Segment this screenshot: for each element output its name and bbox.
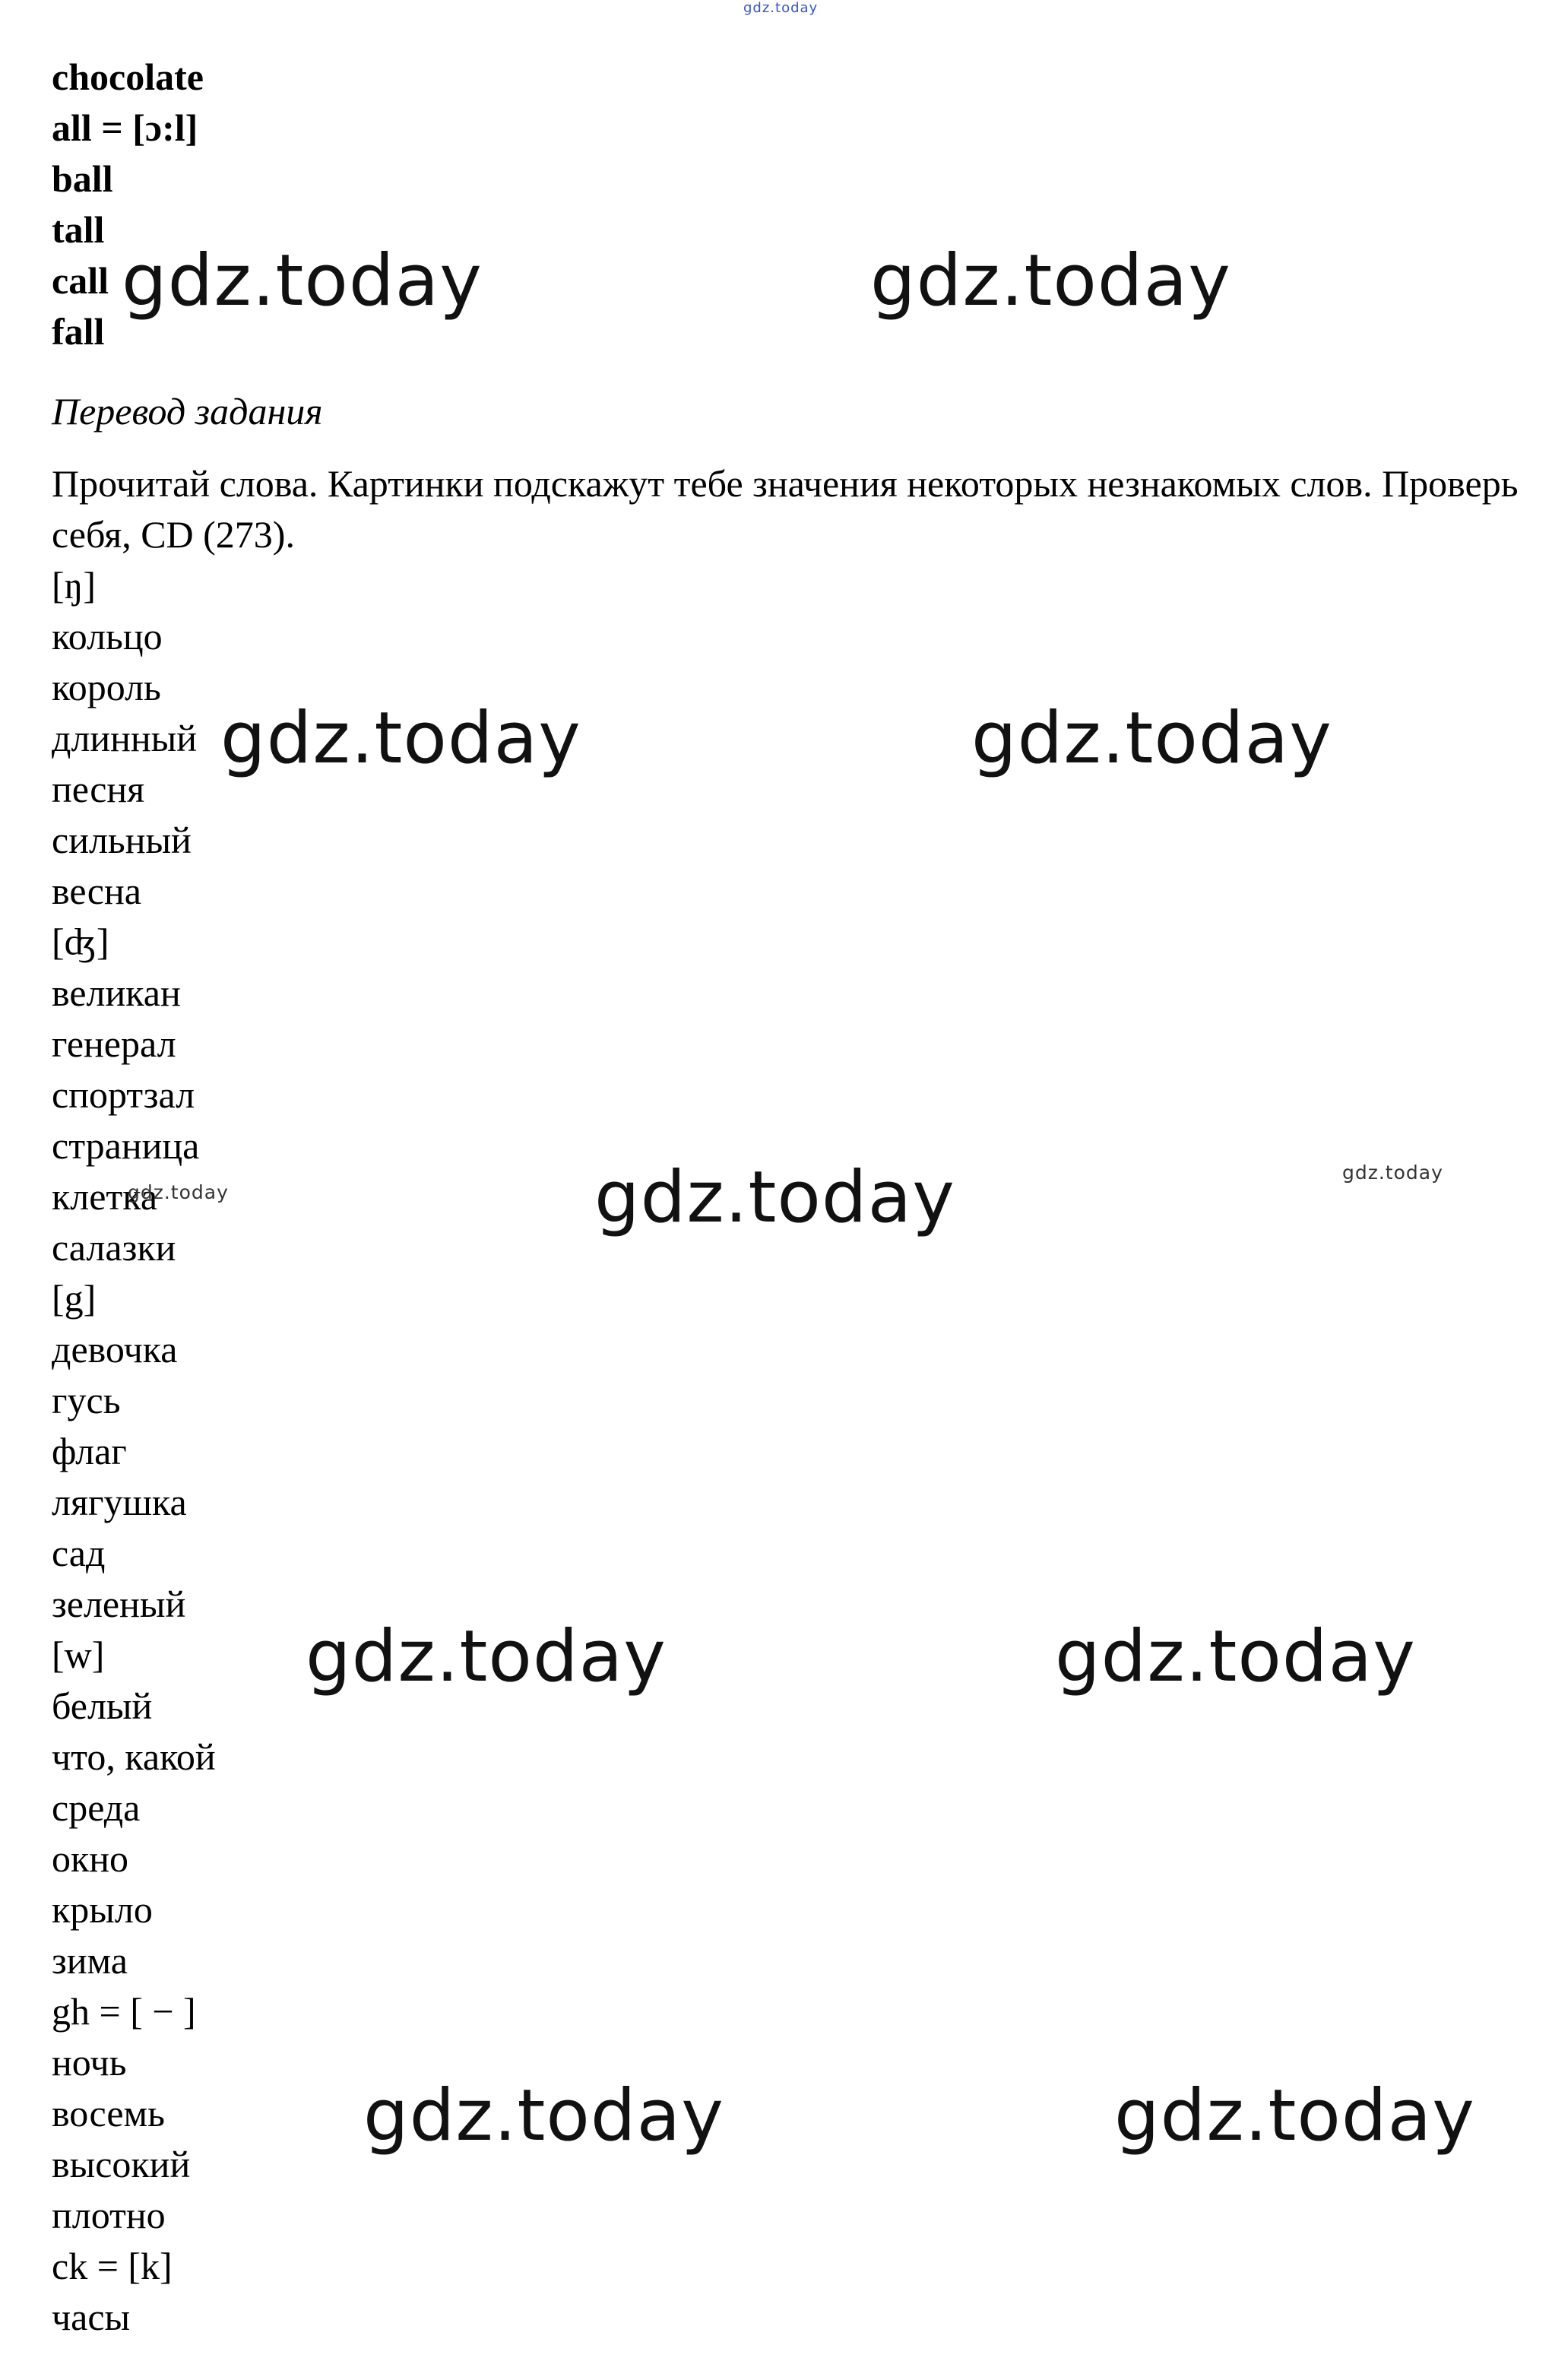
word-ball: ball [52, 157, 113, 200]
list-item: высокий [52, 2143, 191, 2185]
list-item: девочка [52, 1328, 178, 1371]
list-item: длинный [52, 717, 198, 759]
watermark: gdz.today [971, 697, 1332, 780]
instruction-text: Прочитай слова. Картинки подскажут тебе значения некоторых незнакомых слов. Проверь себя, CD (273). [52, 462, 1519, 556]
watermark-small: gdz.today [128, 1181, 229, 1203]
list-item: [ʤ] [52, 921, 109, 963]
list-item: сад [52, 1532, 106, 1574]
list-item: генерал [52, 1022, 176, 1065]
watermark: gdz.today [1114, 2074, 1475, 2157]
watermark-small: gdz.today [1342, 1161, 1443, 1184]
list-item: флаг [52, 1430, 127, 1472]
word-call: call [52, 259, 109, 302]
watermark-top: gdz.today [743, 0, 819, 16]
list-item: сильный [52, 819, 192, 861]
watermark: gdz.today [306, 1615, 667, 1698]
list-item: часы [52, 2296, 131, 2338]
list-item: кольцо [52, 615, 163, 658]
list-item: окно [52, 1837, 129, 1880]
list-item: [g] [52, 1277, 97, 1320]
list-item: гусь [52, 1379, 121, 1421]
word-fall: fall [52, 310, 105, 353]
list-item: клетка [52, 1175, 158, 1218]
list-item: зима [52, 1939, 128, 1982]
list-item: среда [52, 1786, 141, 1829]
watermark: gdz.today [594, 1156, 955, 1239]
list-item: песня [52, 768, 145, 810]
word-chocolate: chocolate [52, 55, 204, 98]
watermark: gdz.today [122, 239, 483, 322]
list-item: ck = [k] [52, 2245, 173, 2287]
list-item: белый [52, 1684, 153, 1727]
watermark: gdz.today [870, 239, 1231, 322]
list-item: зеленый [52, 1583, 186, 1625]
watermark: gdz.today [363, 2074, 724, 2157]
list-item: что, какой [52, 1735, 216, 1778]
list-item: великан [52, 971, 181, 1014]
word-tall: tall [52, 208, 105, 251]
list-item: салазки [52, 1226, 176, 1269]
list-item: восемь [52, 2092, 165, 2134]
translation-heading: Перевод задания [52, 390, 323, 433]
list-item: весна [52, 870, 141, 912]
watermark: gdz.today [1055, 1615, 1416, 1698]
watermark: gdz.today [220, 697, 581, 780]
list-item: ночь [52, 2041, 127, 2084]
word-all: all = [ɔ:l] [52, 106, 198, 149]
list-item: [w] [52, 1634, 105, 1676]
list-item: плотно [52, 2194, 166, 2236]
list-item: [ŋ] [52, 564, 97, 607]
list-item: gh = [ − ] [52, 1990, 196, 2033]
list-item: лягушка [52, 1481, 187, 1523]
list-item: спортзал [52, 1073, 195, 1116]
list-item: крыло [52, 1888, 153, 1931]
list-item: король [52, 666, 161, 708]
list-item: страница [52, 1124, 200, 1167]
